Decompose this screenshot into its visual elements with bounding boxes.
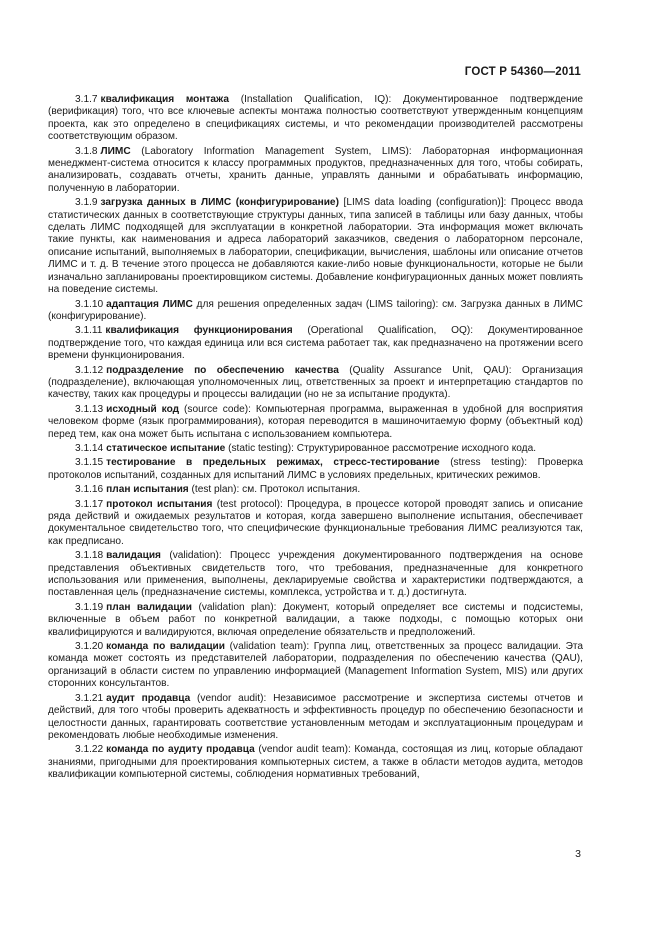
definition-entry <box>48 365 583 402</box>
entry-number: 3.1.9 <box>75 197 98 209</box>
entry-number: 3.1.15 <box>75 457 104 469</box>
entry-number: 3.1.8 <box>75 145 98 157</box>
entry-number: 3.1.13 <box>75 403 104 415</box>
entry-term: валидация <box>106 550 161 562</box>
definition-entry <box>48 457 583 482</box>
definition-entry <box>48 744 583 781</box>
entry-term: квалификация функционирования <box>105 325 293 337</box>
entry-text: (validation team): Группа лиц, ответственных за процесс валидации. Эта команда может состоять из представителей лаборатории, подразделения по обеспечению качества (QAU), организаций в области систем по управлению информацией (Management Information System, MIS) или других сторонних консультантов. <box>48 641 583 690</box>
entry-term: подразделение по обеспечению качества <box>106 364 339 376</box>
document-id: ГОСТ Р 54360—2011 <box>464 66 581 78</box>
entry-number: 3.1.10 <box>75 298 104 310</box>
definition-entry <box>48 641 583 691</box>
entry-term: тестирование в предельных режимах, стресс-тестирование <box>106 457 440 469</box>
entry-number: 3.1.16 <box>75 484 104 496</box>
definition-entry <box>48 299 583 324</box>
definition-entry <box>48 443 583 455</box>
definition-entry <box>48 404 583 441</box>
entry-text: (Laboratory Information Management System, LIMS): Лабораторная информационная менеджмент-система относится к классу программных продуктов, предназначенных для того, чтобы собирать, анализировать, создавать отчеты, хранить данные, управлять данными и обрабатывать информацию, полученную в лаборатории. <box>48 145 583 194</box>
definition-entry <box>48 550 583 600</box>
entry-text: (static testing): Структурированное рассмотрение исходного кода. <box>225 442 537 454</box>
definition-entry <box>48 325 583 362</box>
entry-term: команда по аудиту продавца <box>106 744 255 756</box>
entry-text: (test protocol): Процедура, в процессе которой проводят запись и описание ряда действий и ожидаемых результатов и которая, когда завершено выполнение испытания, обеспечивает документальное свидетельство того, что специфические функциональные требования ЛИМС реализуются так, как предписано. <box>48 498 583 547</box>
entry-term: исходный код <box>106 403 180 415</box>
entry-term: план валидации <box>106 601 193 613</box>
entry-text: (validation): Процесс учреждения документированного подтверждения на основе представления объективных свидетельств того, что требования, предназначенные для конкретного использования или применения, выполнены, декларируемые свойства и характеристики подтверждаются, а поставленная цель (предназначение системы, комплекса, устройства и т. д.) достигнута. <box>48 550 583 599</box>
entry-number: 3.1.18 <box>75 550 104 562</box>
entry-number: 3.1.14 <box>75 442 104 454</box>
entry-number: 3.1.19 <box>75 601 104 613</box>
entry-term: команда по валидации <box>106 641 226 653</box>
entry-text: (stress testing): Проверка протоколов испытаний, созданных для испытаний ЛИМС в условиях предельных, критических режимов. <box>48 457 583 481</box>
definition-entry <box>48 197 583 296</box>
document-body <box>48 94 583 784</box>
entry-number: 3.1.20 <box>75 641 104 653</box>
entry-term: протокол испытания <box>106 498 213 510</box>
entry-term: статическое испытание <box>106 442 226 454</box>
page-number: 3 <box>575 848 581 860</box>
entry-term: аудит продавца <box>106 692 191 704</box>
entry-text: (validation plan): Документ, который определяет все системы и подсистемы, включенные в объем работ по конкретной валидации, а также подходы, с помощью которых они квалифицируются и валидируются, включая определение обязательств и предположений. <box>48 601 584 638</box>
entry-text: (test plan): см. Протокол испытания. <box>188 484 361 496</box>
entry-term: квалификация монтажа <box>100 94 229 105</box>
entry-term: загрузка данных в ЛИМС (конфигурирование) <box>100 197 339 209</box>
entry-text: [LIMS data loading (configuration)]: Процесс ввода статистических данных в соответствующие структуры данных, типа записей в таблицы или базу данных, чтобы сделать ЛИМС подходящей для эксплуатации в конкретной лаборатории. Эта информация может включать такие пункты, как наименования и адреса лабораторий заказчиков, сведения о лабораторном персонале, описание испытаний, выполняемых в лаборатории, спецификации, вычисления, шаблоны или описание отчетов ЛИМС и т. д. В течение этого процесса не добавляются какие-либо новые функциональности, которые не были изначально запланированы проектировщиком системы. Добавление конфигурационных данных может повлиять на поведение системы. <box>48 197 583 296</box>
entry-number: 3.1.11 <box>75 325 103 337</box>
entry-text: (Operational Qualification, OQ): Документированное подтверждение того, что каждая единица или вся система работает так, как предназначено на протяжении всего времени функционирования. <box>48 325 583 362</box>
entry-number: 3.1.7 <box>75 94 98 105</box>
entry-text: (source code): Компьютерная программа, выраженная в удобной для восприятия человеком форме (язык программирования), которая переводится в машиночитаемую форму (объектный код) перед тем, как она может быть испытана с использованием компьютера. <box>48 403 583 440</box>
entry-text: для решения определенных задач (LIMS tailoring): см. Загрузка данных в ЛИМС (конфигурирование). <box>48 298 583 322</box>
entry-number: 3.1.22 <box>75 744 104 756</box>
entry-number: 3.1.17 <box>75 498 104 510</box>
definition-entry <box>48 602 583 639</box>
entry-text: (Installation Qualification, IQ): Документированное подтверждение (верификация) того, что все ключевые аспекты монтажа полностью соответствуют утвержденным концепциям проекта, как это определено в спецификациях системы, и что рекомендации производителей рассмотрены соответствующим образом. <box>48 94 584 143</box>
entry-text: (Quality Assurance Unit, QAU): Организация (подразделение), включающая уполномоченных лиц, ответственных за проект и интерпретацию стандартов по качеству, таких как процедуры и процессы валидации (но не за испытание продукта). <box>48 364 583 401</box>
definition-entry <box>48 94 583 144</box>
entry-number: 3.1.12 <box>75 364 104 376</box>
entry-term: адаптация ЛИМС <box>106 298 193 310</box>
definition-entry <box>48 499 583 549</box>
entry-term: план испытания <box>106 484 189 496</box>
entry-text: (vendor audit team): Команда, состоящая из лиц, которые обладают знаниями, пригодными для проектирования компьютерных систем, а также в области методов аудита, методов квалификации компьютерной системы, соблюдения нормативных требований, <box>48 744 583 781</box>
definition-entry <box>48 146 583 196</box>
definition-entry <box>48 484 583 496</box>
entry-text: (vendor audit): Независимое рассмотрение и экспертиза системы отчетов и действий, для того чтобы проверить адекватность и эффективность процедур по обеспечению безопасности и целостности данных, гарантировать соответствие установленным методам и эксплуатационным процедурам и рекомендовать любые необходимые изменения. <box>48 692 583 741</box>
definition-entry <box>48 693 583 743</box>
entry-number: 3.1.21 <box>75 692 104 704</box>
entry-term: ЛИМС <box>100 145 131 157</box>
